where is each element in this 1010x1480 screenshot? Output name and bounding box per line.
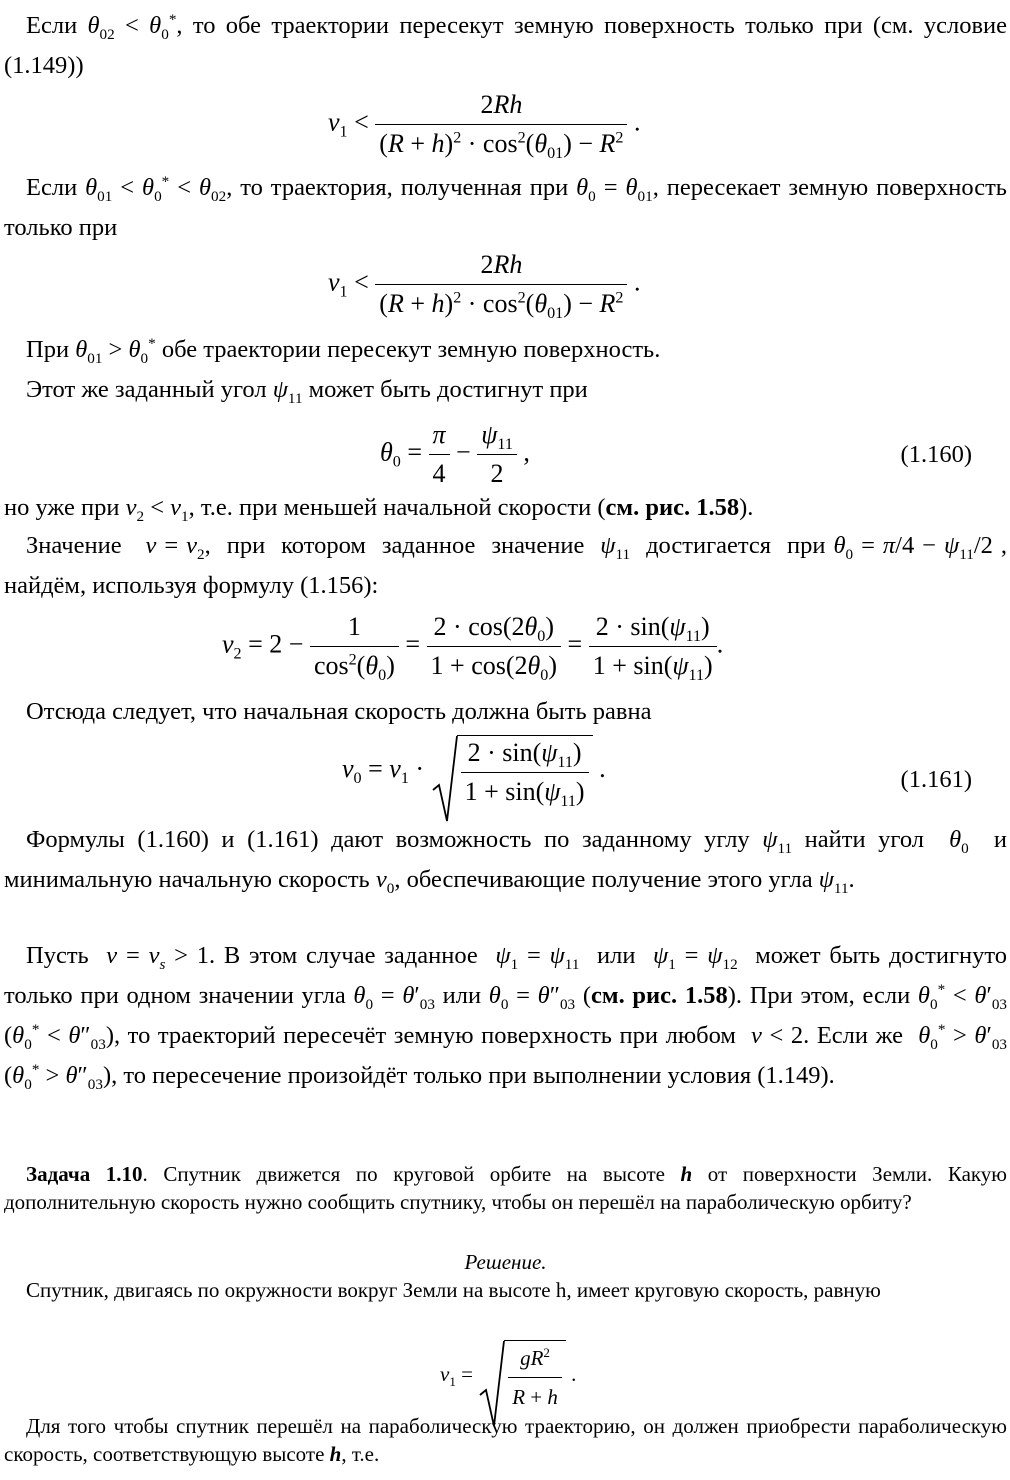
paragraph-4	[4, 370, 1007, 410]
p4-text: Этот же заданный угол $\psi_{11}$ может быть достигнут при	[26, 376, 588, 407]
p1-text: Если $\theta_{02} < \theta_0^*$, то обе траектории пересекут земную поверхность только при (см. условие (1.149))	[4, 10, 1007, 79]
p7-text: Отсюда следует, что начальная скорость должна быть равна	[26, 698, 652, 725]
sqrt-symbol: $\frac{2 \cdot \sin(\psi_{11})}{1 + \sin(\psi_{11})}$	[431, 735, 593, 807]
p10-text: Спутник, двигаясь по окружности вокруг Земли на высоте h, имеет круговую скорость, равную	[26, 1278, 881, 1302]
p8-text: Формулы (1.160) и (1.161) дают возможность по заданному углу $\psi_{11}$ найти угол $\theta_0$ и минимальную начальную скорость $v_0$, обеспечивающие получение этого угла $\psi_{11}$.	[4, 826, 1007, 897]
p5-text: но уже при $v_2 < v_1$, т.е. при меньшей начальной скорости (см. рис. 1.58).	[4, 494, 754, 525]
p2-text: Если $\theta_{01} < \theta_0^* < \theta_{02}$, то траектория, полученная при $\theta_0 = \theta_{01}$, пересекает земную поверхность только при	[4, 172, 1007, 241]
p3-text: При $\theta_{01} > \theta_0^*$ обе траектории пересекут земную поверхность.	[26, 334, 661, 367]
paragraph-11	[4, 1412, 1007, 1468]
p6-text: Значение $v = v_2$, при котором заданное значение $\psi_{11}$ достигается при $\theta_0 = \pi/4 - \psi_{11}/2$ , найдём, используя формулу (1.156):	[4, 532, 1008, 599]
sqrt-symbol-2: $\frac{gR^2}{R + h}$	[478, 1340, 566, 1412]
paragraph-9	[4, 936, 1007, 1096]
paragraph-2	[4, 168, 1007, 248]
equation-number-1-160: (1.160)	[900, 441, 972, 468]
equation-1: $v_1$ < $\frac{2Rh}{(R + h)^2 \cdot \cos^2(\theta_{01}) - R^2}$ .	[328, 90, 641, 163]
paragraph-8	[4, 820, 1007, 900]
paragraph-3	[4, 330, 1007, 370]
paragraph-6	[4, 526, 1007, 606]
paragraph-1	[4, 6, 1007, 86]
task-text: . Спутник движется по круговой орбите на высоте h от поверхности Земли. Какую дополнительную скорость нужно сообщить спутнику, чтобы он перешёл на параболическую орбиту?	[4, 1162, 1007, 1214]
paragraph-7	[4, 692, 1007, 732]
equation-v2: $v_2 = 2$ − $\frac{1}{\cos^2(\theta_0)}$ = $\frac{2 \cdot \cos(2\theta_0)}{1 + \cos(2\theta_0)}$ = $\frac{2 \cdot \sin(\psi_{11})}{1 + \sin(\psi_{11})}$ .	[222, 612, 724, 685]
equation-1-161: $v_0 = v_1$ · $\frac{2 \cdot \sin(\psi_{11})}{1 + \sin(\psi_{11})}$ .	[342, 735, 606, 807]
task-label: Задача 1.10	[26, 1162, 143, 1186]
p9-text: Пусть $v = v_s > 1$. В этом случае заданное $\psi_1 = \psi_{11}$ или $\psi_1 = \psi_{12}$ может быть достигнуто только при одном значении угла $\theta_0 = \theta'_{03}$ или $\theta_0 = \theta''_{03}$ (см. рис. 1.58). При этом, если $\theta_0^* < \theta'_{03}$ $(\theta_0^* < \theta''_{03})$, то траекторий пересечёт земную поверхность при любом v < 2. Если же $\theta_0^* > \theta'_{03}$ $(\theta_0^* > \theta''_{03})$, то пересечение произойдёт только при выполнении условия (1.149).	[4, 942, 1008, 1093]
equation-2: $v_1$ < $\frac{2Rh}{(R + h)^2 \cdot \cos^2(\theta_{01}) - R^2}$ .	[328, 250, 641, 323]
paragraph-10	[4, 1276, 1007, 1304]
equation-number-1-161: (1.161)	[900, 766, 972, 793]
equation-v1-circular: $v_1$ = $\frac{gR^2}{R + h}$ .	[440, 1340, 576, 1412]
p11-text: Для того чтобы спутник перешёл на параболическую траекторию, он должен приобрести параболическую скорость, соответствующую высоте h, т.е.	[4, 1414, 1007, 1466]
solution-heading: Решение.	[464, 1250, 547, 1274]
equation-1-160: $\theta_0$ = $\frac{\pi}{4}$ − $\frac{\psi_{11}}{2}$ ,	[380, 420, 530, 488]
task-1-10	[4, 1160, 1007, 1216]
paragraph-5	[4, 488, 1007, 528]
